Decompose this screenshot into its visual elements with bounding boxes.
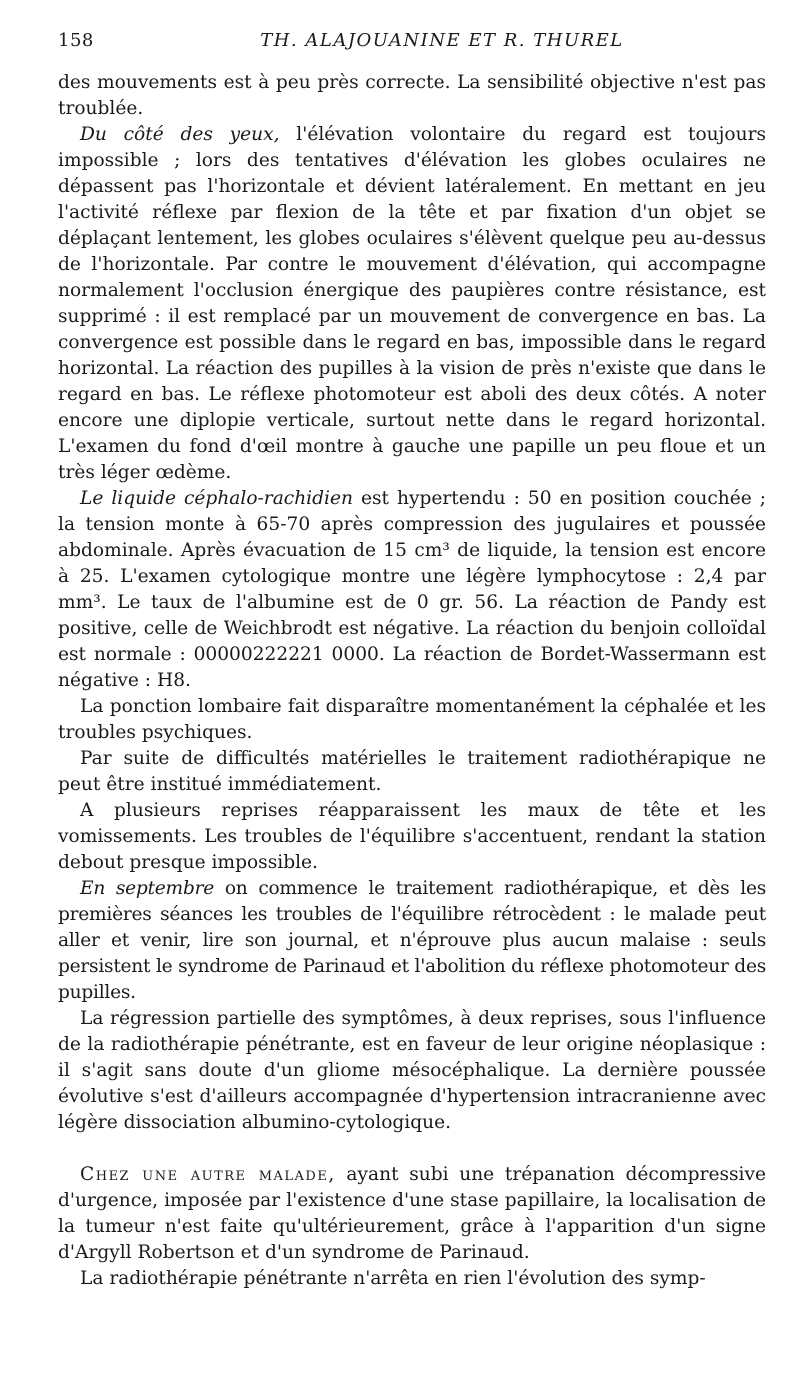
paragraph-text: est hypertendu : 50 en position couchée ; la tension monte à 65-70 après compression des jugulaires et poussée abdominale. Après évacuation de 15 cm³ de liquide, la tension est encore à 25. L'examen cytologique montre une légère lymphocytose : 2,4 par mm³. Le taux de l'albumine est de 0 gr. 56. La réaction de Pandy est positive, celle de Weichbrodt est négative. La réaction du benjoin colloïdal est normale : 00000222221 0000. La réaction de Bordet-Wassermann est négative : H8. — [58, 488, 766, 691]
paragraph — [58, 1006, 766, 1136]
running-title: TH. ALAJOUANINE ET R. THUREL — [260, 30, 624, 51]
paragraph-lead: Chez une autre malade, — [80, 1164, 336, 1185]
paragraph — [58, 746, 766, 798]
paragraph-lead: En septembre — [80, 878, 214, 899]
paragraph — [58, 694, 766, 746]
paragraph-text: Par suite de difficultés matérielles le traitement radiothérapique ne peut être institué immédiatement. — [58, 748, 766, 795]
paragraph-text: La ponction lombaire fait disparaître momentanément la céphalée et les troubles psychiques. — [58, 696, 766, 743]
body-text — [58, 70, 766, 1292]
paragraph-text: des mouvements est à peu près correcte. La sensibilité objective n'est pas troublée. — [58, 72, 766, 119]
paragraph — [58, 876, 766, 1006]
paragraph-text: La régression partielle des symptômes, à deux reprises, sous l'influence de la radiothérapie pénétrante, est en faveur de leur origine néoplasique : il s'agit sans doute d'un gliome mésocéphalique. La dernière poussée évolutive s'est d'ailleurs accompagnée d'hypertension intracranienne avec légère dissociation albumino-cytologique. — [58, 1008, 766, 1133]
paragraph — [58, 122, 766, 486]
running-head — [58, 30, 766, 58]
paragraph-lead: Du côté des yeux, — [80, 124, 280, 145]
paragraph-lead: Le liquide céphalo-rachidien — [80, 488, 353, 509]
paragraph — [58, 1266, 766, 1292]
paragraph-text: on commence le traitement radiothérapique, et dès les premières séances les troubles de l'équilibre rétrocèdent : le malade peut aller et venir, lire son journal, et n'éprouve plus aucun malaise : seuls persistent le syndrome de Parinaud et l'abolition du réflexe photomoteur des pupilles. — [58, 878, 766, 1003]
paragraph — [58, 798, 766, 876]
paragraph-text: La radiothérapie pénétrante n'arrêta en rien l'évolution des symp- — [80, 1268, 706, 1289]
paragraph — [58, 486, 766, 694]
paragraph-text: ayant subi une trépanation décompressive d'urgence, imposée par l'existence d'une stase papillaire, la localisation de la tumeur n'est faite qu'ultérieurement, grâce à l'apparition d'un signe d'Argyll Robertson et d'un syndrome de Parinaud. — [58, 1164, 766, 1263]
paragraph-text: l'élévation volontaire du regard est toujours impossible ; lors des tentatives d'élévation les globes oculaires ne dépassent pas l'horizontale et dévient latéralement. En mettant en jeu l'activité réflexe par flexion de la tête et par fixation d'un objet se déplaçant lentement, les globes oculaires s'élèvent quelque peu au-dessus de l'horizontale. Par contre le mouvement d'élévation, qui accompagne normalement l'occlusion énergique des paupières contre résistance, est supprimé : il est remplacé par un mouvement de convergence en bas. La convergence est possible dans le regard en bas, impossible dans le regard horizontal. La réaction des pupilles à la vision de près n'existe que dans le regard en bas. Le réflexe photomoteur est aboli des deux côtés. A noter encore une diplopie verticale, surtout nette dans le regard horizontal. L'examen du fond d'œil montre à gauche une papille un peu floue et un très léger œdème. — [58, 124, 767, 483]
paragraph — [58, 70, 766, 122]
page-number: 158 — [58, 30, 94, 51]
paragraph-text: A plusieurs reprises réapparaissent les maux de tête et les vomissements. Les troubles de l'équilibre s'accentuent, rendant la station debout presque impossible. — [58, 800, 766, 873]
paragraph — [58, 1162, 766, 1266]
